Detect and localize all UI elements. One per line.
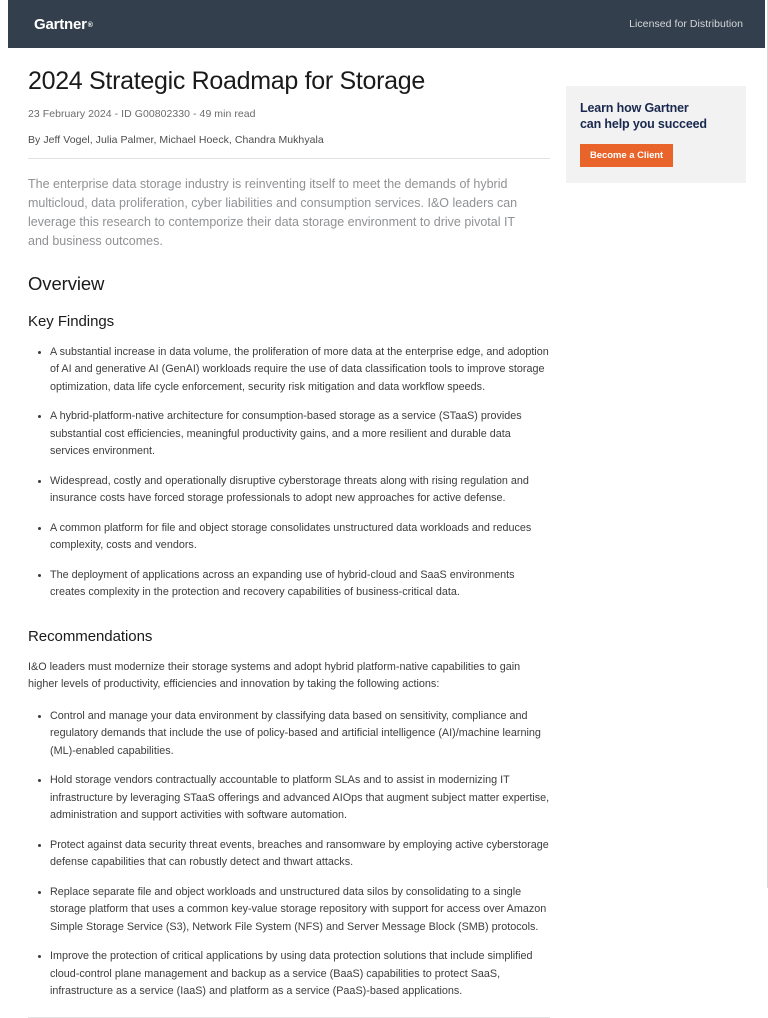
promo-card: [566, 86, 746, 183]
site-header: [8, 0, 765, 48]
become-a-client-button[interactable]: Become a Client: [580, 144, 673, 167]
list-item: Control and manage your data environment by classifying data based on sensitivity, compliance and regulatory demands that include the use of policy-based and artificial intelligence (AI)/machine learning (ML)-enabled capabilities.: [38, 708, 550, 760]
list-item: A hybrid-platform-native architecture for consumption-based storage as a service (STaaS) provides substantial cost efficiencies, meaningful productivity gains, and a more resilient and durable data services environment.: [38, 408, 550, 460]
recommendations-intro: I&O leaders must modernize their storage systems and adopt hybrid platform-native capabilities to gain higher levels of productivity, efficiencies and innovation by taking the following actions:: [28, 660, 521, 691]
list-item: Replace separate file and object workloads and unstructured data silos by consolidating to a single storage platform that uses a common key-value storage repository with support for access over Amazon Simple Storage Service (S3), Network File System (NFS) and Server Message Block (SMB) protocols.: [38, 884, 550, 936]
gartner-logo[interactable]: [34, 16, 93, 33]
key-findings-list: [28, 344, 552, 602]
list-item: Hold storage vendors contractually accountable to platform SLAs and to assist in modernizing IT infrastructure by leveraging STaaS offerings and advanced AIOps that augment subject matter expertise, administration and support activities with software automation.: [38, 772, 550, 824]
promo-heading-line-1: Learn how Gartner: [580, 101, 689, 115]
list-item: Improve the protection of critical applications by using data protection solutions that include simplified cloud-control plane management and backup as a service (BaaS) capabilities to protect SaaS, infrastructure as a service (IaaS) and platform as a service (PaaS)-based applications.: [38, 948, 550, 1000]
licensed-for-distribution-label: Licensed for Distribution: [629, 18, 743, 30]
subsection-heading-recommendations: Recommendations: [28, 627, 153, 645]
article-content: [28, 48, 552, 1018]
section-heading-overview: Overview: [28, 273, 105, 294]
article-meta: 23 February 2024 - ID G00802330 - 49 min read: [28, 108, 256, 120]
subsection-heading-key-findings: Key Findings: [28, 313, 115, 330]
list-item: A common platform for file and object storage consolidates unstructured data workloads and reduces complexity, costs and vendors.: [38, 520, 550, 555]
gartner-logo-text: Gartner: [34, 15, 87, 33]
list-item: Widespread, costly and operationally disruptive cyberstorage threats along with rising regulation and insurance costs have forced storage professionals to adopt new approaches for active defense.: [38, 473, 550, 508]
page-title: 2024 Strategic Roadmap for Storage: [28, 67, 425, 95]
footer-divider: [28, 1017, 550, 1018]
list-item: Protect against data security threat events, breaches and ransomware by employing active cyberstorage defense capabilities that can robustly detect and thwart attacks.: [38, 837, 550, 872]
article-byline: By Jeff Vogel, Julia Palmer, Michael Hoeck, Chandra Mukhyala: [28, 134, 324, 146]
article-abstract: The enterprise data storage industry is reinventing itself to meet the demands of hybrid multicloud, data proliferation, cyber liabilities and consumption services. I&O leaders can leverage this research to contemporize their data storage environment to drive pivotal IT and business outcomes.: [28, 177, 518, 248]
list-item: A substantial increase in data volume, the proliferation of more data at the enterprise edge, and adoption of AI and generative AI (GenAI) workloads require the use of data classification tools to improve storage optimization, data life cycle enforcement, security risk mitigation and data workflow speeds.: [38, 344, 550, 396]
sidebar-rail: [566, 86, 746, 183]
promo-heading-line-2: can help you succeed: [580, 117, 707, 131]
list-item: The deployment of applications across an expanding use of hybrid-cloud and SaaS environments creates complexity in the protection and recovery capabilities of business-critical data.: [38, 567, 550, 602]
registered-trademark-icon: ®: [87, 21, 93, 29]
promo-heading: [580, 100, 732, 132]
recommendations-list: [28, 708, 552, 1001]
header-divider: [28, 158, 550, 159]
